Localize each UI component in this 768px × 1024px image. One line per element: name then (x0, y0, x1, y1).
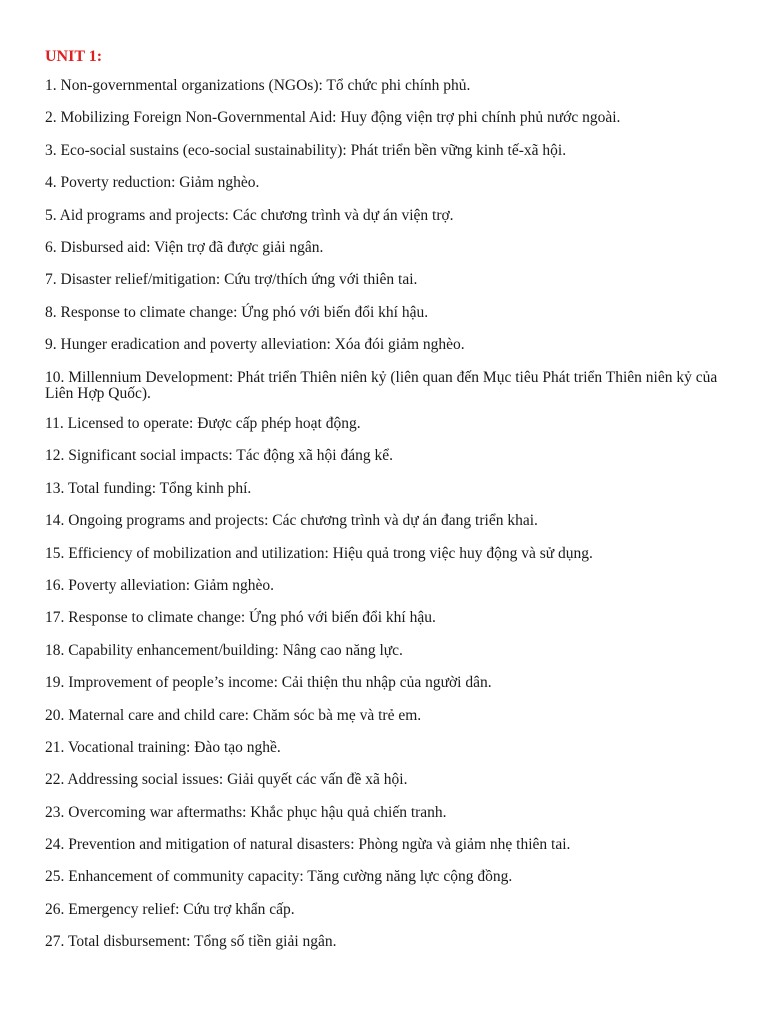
glossary-entry: 12. Significant social impacts: Tác động xã hội đáng kể. (45, 447, 393, 465)
glossary-entry: 3. Eco-social sustains (eco-social sustainability): Phát triển bền vững kinh tế-xã hội. (45, 141, 567, 159)
glossary-entry: 8. Response to climate change: Ứng phó với biến đổi khí hậu. (45, 303, 429, 321)
glossary-entry: 4. Poverty reduction: Giảm nghèo. (45, 174, 260, 192)
glossary-entry: 2. Mobilizing Foreign Non-Governmental Aid: Huy động viện trợ phi chính phủ nước ngoài. (45, 109, 621, 127)
glossary-entry: 22. Addressing social issues: Giải quyết các vấn đề xã hội. (45, 771, 408, 789)
glossary-entry: 21. Vocational training: Đào tạo nghề. (45, 738, 281, 756)
glossary-entry: 20. Maternal care and child care: Chăm sóc bà mẹ và trẻ em. (45, 706, 422, 724)
glossary-list (45, 78, 728, 950)
glossary-entry: 24. Prevention and mitigation of natural disasters: Phòng ngừa và giảm nhẹ thiên tai. (45, 836, 571, 854)
glossary-entry: 25. Enhancement of community capacity: Tăng cường năng lực cộng đồng. (45, 868, 513, 886)
glossary-entry: 26. Emergency relief: Cứu trợ khẩn cấp. (45, 900, 295, 918)
glossary-entry: 7. Disaster relief/mitigation: Cứu trợ/thích ứng với thiên tai. (45, 271, 418, 289)
glossary-entry: 15. Efficiency of mobilization and utilization: Hiệu quả trong việc huy động và sử dụng. (45, 544, 593, 562)
glossary-entry: 10. Millennium Development: Phát triển Thiên niên kỷ (liên quan đến Mục tiêu Phát triển Thiên niên kỷ của Liên Hợp Quốc). (45, 368, 718, 402)
glossary-entry: 5. Aid programs and projects: Các chương trình và dự án viện trợ. (45, 206, 454, 224)
glossary-entry: 6. Disbursed aid: Viện trợ đã được giải ngân. (45, 238, 324, 256)
glossary-entry: 9. Hunger eradication and poverty alleviation: Xóa đói giảm nghèo. (45, 336, 465, 354)
glossary-entry: 11. Licensed to operate: Được cấp phép hoạt động. (45, 415, 361, 433)
glossary-entry: 23. Overcoming war aftermaths: Khắc phục hậu quả chiến tranh. (45, 803, 447, 821)
glossary-entry: 1. Non-governmental organizations (NGOs): Tổ chức phi chính phủ. (45, 77, 471, 94)
unit-title: UNIT 1: (45, 48, 103, 65)
glossary-entry: 27. Total disbursement: Tổng số tiền giải ngân. (45, 933, 337, 951)
glossary-entry: 13. Total funding: Tổng kinh phí. (45, 479, 252, 497)
glossary-entry: 16. Poverty alleviation: Giảm nghèo. (45, 576, 275, 594)
glossary-entry: 18. Capability enhancement/building: Nâng cao năng lực. (45, 641, 403, 659)
glossary-entry: 19. Improvement of people’s income: Cải thiện thu nhập của người dân. (45, 674, 492, 692)
glossary-entry: 17. Response to climate change: Ứng phó với biến đổi khí hậu. (45, 609, 436, 627)
glossary-entry: 14. Ongoing programs and projects: Các chương trình và dự án đang triển khai. (45, 512, 538, 530)
